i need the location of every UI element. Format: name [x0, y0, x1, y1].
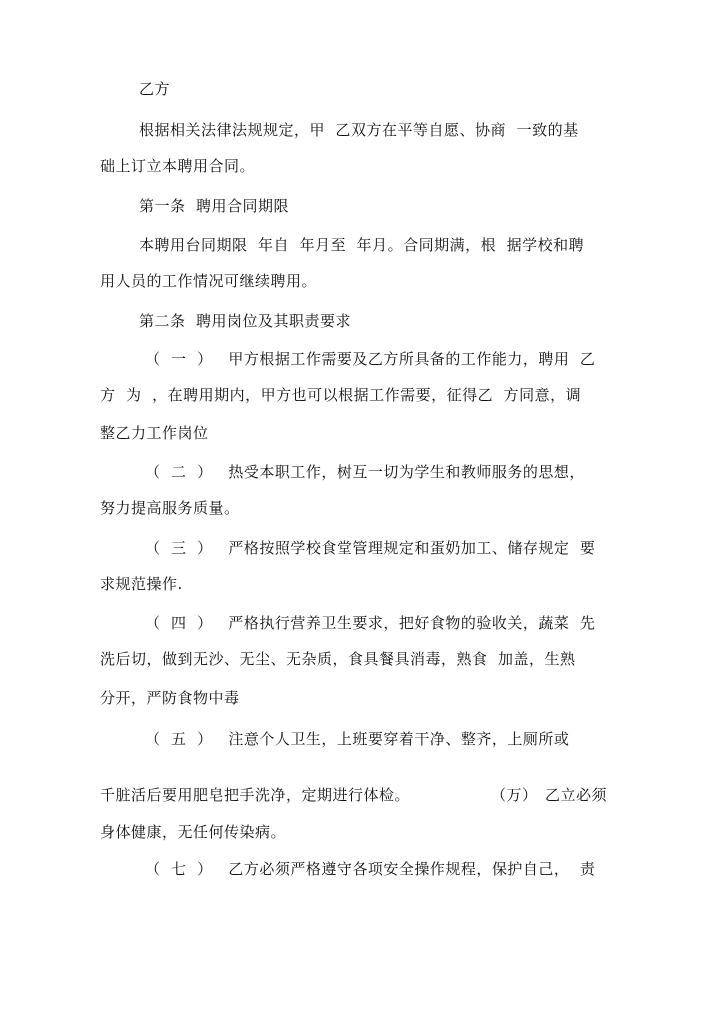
item-1-line-2: 方 为 ，在聘用期内，甲方也可以根据工作需要，征得乙 方同意，调	[100, 386, 582, 404]
article-1-line-1: 本聘用台同期限 年自 年月至 年月。合同期满，根 据学校和聘	[139, 236, 585, 254]
item-1-line-3: 整乙力工作岗位	[100, 424, 209, 442]
preamble-line-1: 根据相关法律法规规定，甲 乙双方在平等自愿、协商 一致的基	[139, 121, 579, 139]
item-4-line-2: 洗后切，做到无沙、无尘、无杂质，食具餐具消毒，熟食 加盖，生熟	[100, 650, 576, 668]
item-6-line-2: 身体健康，无任何传染病。	[100, 823, 287, 841]
preamble-line-2: 础上订立本聘用合同。	[100, 157, 256, 175]
item-2-line-1: （ 二 ） 热受本职工作，树互一切为学生和教师服务的思想，	[145, 463, 585, 481]
item-2-line-2: 努力提高服务质量。	[100, 499, 240, 517]
article-1-line-2: 用人员的工作情况可继续聘用。	[100, 272, 318, 290]
article-2-title: 第二条 聘用岗位及其职责要求	[139, 312, 352, 330]
party-b-label: 乙方	[139, 80, 171, 98]
item-4-line-3: 分开，严防食物中毒	[100, 689, 240, 707]
item-1-line-1: （ 一 ） 甲方根据工作需要及乙方所具备的工作能力，聘用 乙	[145, 350, 596, 368]
article-1-title: 第一条 聘用合同期限	[139, 197, 290, 215]
item-4-line-1: （ 四 ） 严格执行营养卫生要求，把好食物的验收关，蔬菜 先	[145, 614, 596, 632]
item-7-line-1: （ 七 ） 乙方必须严格遵守各项安全操作规程，保护自己， 责	[145, 860, 596, 878]
item-6-label: （万）	[491, 786, 538, 804]
item-6-text-a: 乙立必须	[545, 786, 608, 804]
item-5-line-2: 千脏活后要用肥皂把手洗净，定期进行体检。	[100, 786, 411, 804]
item-3-line-2: 求规范操作.	[100, 575, 183, 593]
item-3-line-1: （ 三 ） 严格按照学校食堂管理规定和蛋奶加工、储存规定 要	[145, 539, 596, 557]
item-5-line-1: （ 五 ） 注意个人卫生，上班要穿着干净、整齐，上厕所或	[145, 730, 570, 748]
